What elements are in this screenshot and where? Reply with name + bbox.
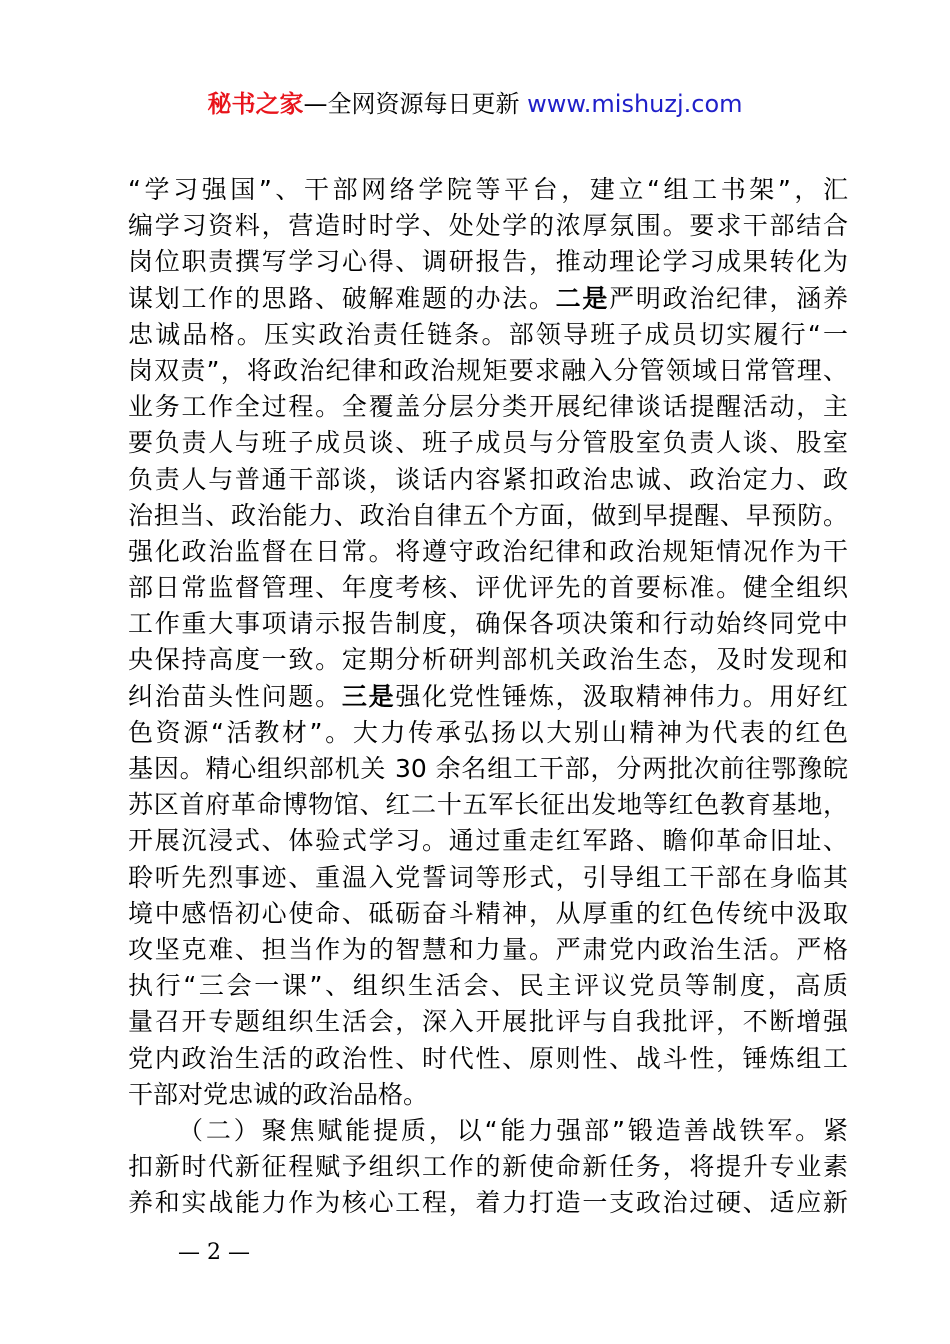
- text-line: [128, 679, 848, 715]
- text-line: 工作重大事项请示报告制度，确保各项决策和行动始终同党中: [128, 609, 848, 639]
- text-line: [128, 281, 848, 317]
- text-line: “学习强国”、干部网络学院等平台，建立“组工书架”，汇: [128, 175, 848, 204]
- bold-marker: 三是: [341, 681, 396, 711]
- text-line: 岗位职责撰写学习心得、调研报告，推动理论学习成果转化为: [128, 247, 848, 277]
- page-header: [0, 88, 950, 120]
- text-line: 强化政治监督在日常。将遵守政治纪律和政治规矩情况作为干: [128, 536, 848, 566]
- text-line: 攻坚克难、担当作为的智慧和力量。严肃党内政治生活。严格: [128, 934, 848, 964]
- text-run: 严明政治纪律，涵养: [609, 283, 848, 313]
- text-line: 业务工作全过程。全覆盖分层分类开展纪律谈话提醒活动，主: [128, 392, 848, 422]
- text-line: 基因。精心组织部机关 30 余名组工干部，分两批次前往鄂豫皖: [128, 754, 848, 783]
- bold-marker: 二是: [555, 283, 610, 313]
- text-line: 部日常监督管理、年度考核、评优评先的首要标准。健全组织: [128, 573, 848, 603]
- text-line: 央保持高度一致。定期分析研判部机关政治生态，及时发现和: [128, 645, 848, 675]
- text-line: 扣新时代新征程赋予组织工作的新使命新任务，将提升专业素: [128, 1152, 848, 1182]
- section-heading-line: （二）聚焦赋能提质，以“能力强部”锻造善战铁军。紧: [178, 1115, 848, 1145]
- site-url[interactable]: www.mishuzj.com: [527, 90, 743, 118]
- text-run: 谋划工作的思路、破解难题的办法。: [128, 283, 556, 313]
- text-line: 治担当、政治能力、政治自律五个方面，做到早提醒、早预防。: [128, 500, 848, 530]
- text-line: 要负责人与班子成员谈、班子成员与分管股室负责人谈、股室: [128, 428, 848, 458]
- text-line: 党内政治生活的政治性、时代性、原则性、战斗性，锤炼组工: [128, 1043, 848, 1073]
- text-line: 养和实战能力作为核心工程，着力打造一支政治过硬、适应新: [128, 1188, 848, 1218]
- text-line: 忠诚品格。压实政治责任链条。部领导班子成员切实履行“一: [128, 319, 848, 349]
- text-line: 开展沉浸式、体验式学习。通过重走红军路、瞻仰革命旧址、: [128, 826, 848, 856]
- site-slogan: —全网资源每日更新: [303, 90, 528, 118]
- text-run: 强化党性锤炼，汲取精神伟力。用好红: [395, 681, 848, 711]
- text-line: 干部对党忠诚的政治品格。: [128, 1079, 429, 1109]
- text-line: 负责人与普通干部谈，谈话内容紧扣政治忠诚、政治定力、政: [128, 464, 848, 494]
- text-line: 编学习资料，营造时时学、处处学的浓厚氛围。要求干部结合: [128, 211, 848, 241]
- document-body: [128, 172, 848, 1221]
- text-line: 岗双责”，将政治纪律和政治规矩要求融入分管领域日常管理、: [128, 355, 848, 385]
- text-run: 纠治苗头性问题。: [128, 681, 342, 711]
- site-brand: 秘书之家: [207, 90, 304, 118]
- text-line: 聆听先烈事迹、重温入党誓词等形式，引导组工干部在身临其: [128, 862, 848, 892]
- text-line: 量召开专题组织生活会，深入开展批评与自我批评，不断增强: [128, 1007, 848, 1037]
- text-line: 苏区首府革命博物馆、红二十五军长征出发地等红色教育基地，: [128, 790, 848, 820]
- page-number: — 2 —: [178, 1240, 250, 1265]
- text-line: 执行“三会一课”、组织生活会、民主评议党员等制度，高质: [128, 971, 848, 1001]
- text-line: 境中感悟初心使命、砥砺奋斗精神，从厚重的红色传统中汲取: [128, 898, 848, 928]
- text-line: 色资源“活教材”。大力传承弘扬以大别山精神为代表的红色: [128, 717, 848, 747]
